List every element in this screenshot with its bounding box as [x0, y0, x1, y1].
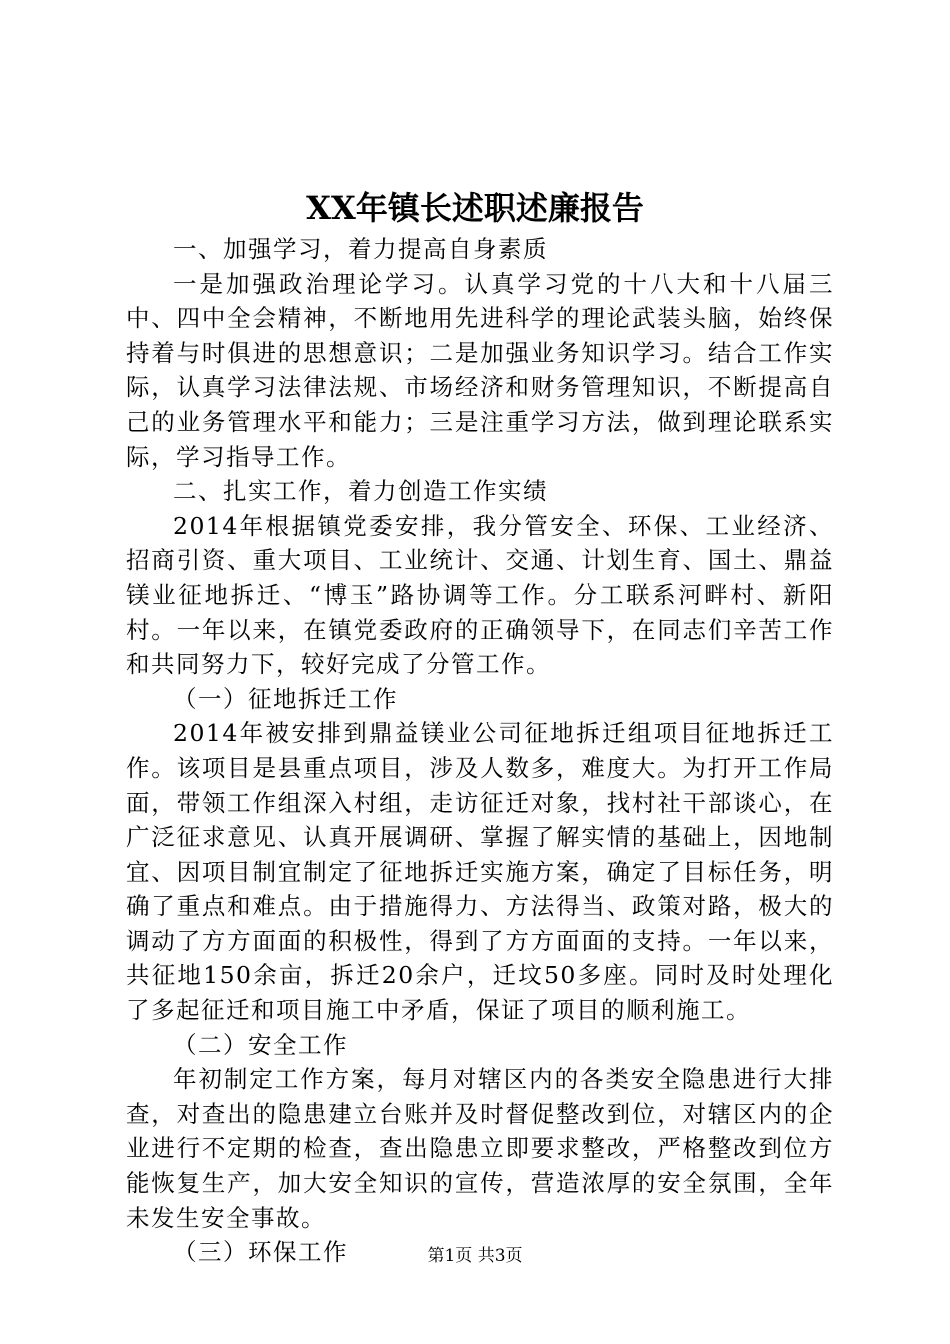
subsection-heading-3: （三）环保工作: [173, 1238, 348, 1267]
document-body: [126, 232, 834, 1270]
document-title: XX年镇长述职述廉报告: [306, 189, 644, 227]
section-heading-2: 二、扎实工作，着力创造工作实绩: [173, 477, 548, 506]
section-heading-1: 一、加强学习，着力提高自身素质: [173, 235, 548, 263]
paragraph-study: 一是加强政治理论学习。认真学习党的十八大和十八届三中、四中全会精神，不断地用先进科学的理论武装头脑，始终保持着与时俱进的思想意识；二是加强业务知识学习。结合工作实际，认真学习法律法规、市场经济和财务管理知识，不断提高自己的业务管理水平和能力；三是注重学习方法，做到理论联系实际，学习指导工作。: [126, 269, 834, 471]
page-footer: 第1页 共3页: [427, 1246, 523, 1266]
paragraph-land-acquisition: 2014年被安排到鼎益镁业公司征地拆迁组项目征地拆迁工作。该项目是县重点项目，涉及人数多，难度大。为打开工作局面，带领工作组深入村组，走访征迁对象，找村社干部谈心，在广泛征求意见、认真开展调研、掌握了解实情的基础上，因地制宜、因项目制宜制定了征地拆迁实施方案，确定了目标任务，明确了重点和难点。由于措施得力、方法得当、政策对路，极大的调动了方方面面的积极性，得到了方方面面的支持。一年以来，共征地150余亩，拆迁20余户，迁坟50多座。同时及时处理化了多起征迁和项目施工中矛盾，保证了项目的顺利施工。: [126, 719, 834, 1025]
paragraph-work-overview: 2014年根据镇党委安排，我分管安全、环保、工业经济、招商引资、重大项目、工业统计、交通、计划生育、国土、鼎益镁业征地拆迁、“博玉”路协调等工作。分工联系河畔村、新阳村。一年以来，在镇党委政府的正确领导下，在同志们辛苦工作和共同努力下，较好完成了分管工作。: [126, 511, 834, 679]
subsection-heading-2: （二）安全工作: [173, 1030, 348, 1059]
paragraph-safety: 年初制定工作方案，每月对辖区内的各类安全隐患进行大排查，对查出的隐患建立台账并及时督促整改到位，对辖区内的企业进行不定期的检查，查出隐患立即要求整改，严格整改到位方能恢复生产，加大安全知识的宣传，营造浓厚的安全氛围，全年未发生安全事故。: [126, 1065, 834, 1232]
subsection-heading-1: （一）征地拆迁工作: [173, 684, 398, 713]
